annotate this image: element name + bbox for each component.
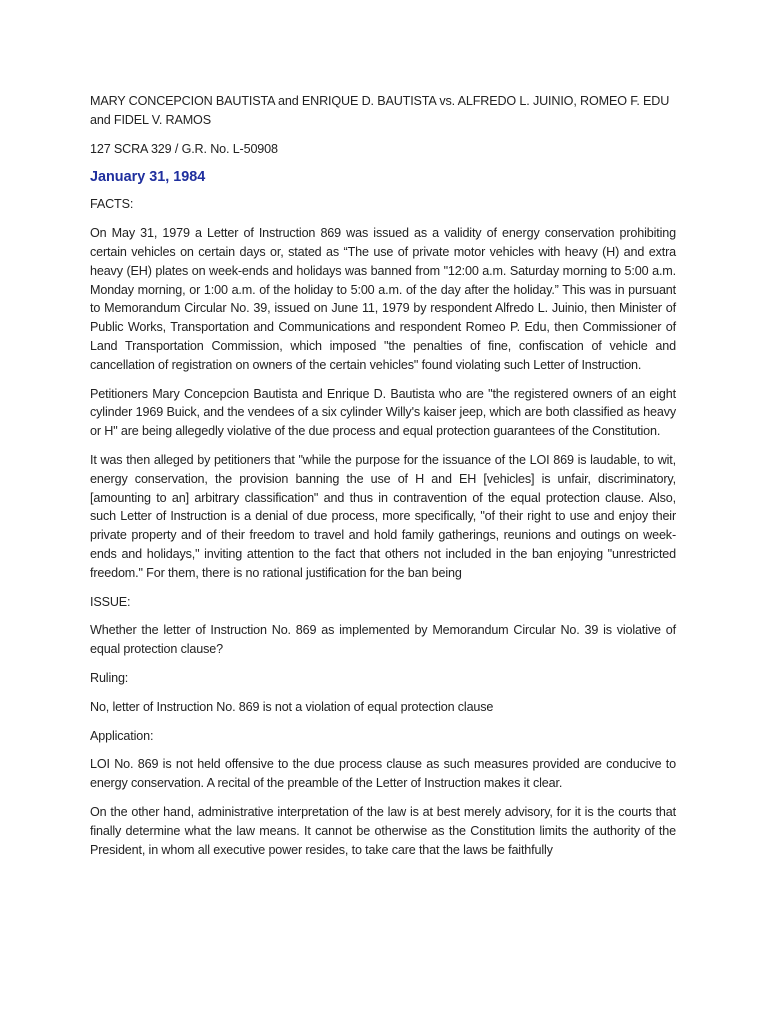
ruling-heading: Ruling: <box>90 670 129 685</box>
decision-date: January 31, 1984 <box>90 169 206 186</box>
ruling-text: No, letter of Instruction No. 869 is not a violation of equal protection clause <box>90 699 494 714</box>
facts-paragraph: It was then alleged by petitioners that "while the purpose for the issuance of the LOI 869 is laudable, to wit, energy conservation, the provision banning the use of H and EH [vehicles] is unfair, discriminatory, [amounting to an] arbitrary classification" and thus in contravention of the equal protection clause. Also, such Letter of Instruction is a denial of due process, more specifically, "of their right to use and enjoy their private property and of their freedom to travel and hold family gatherings, reunions and outings on week-ends and holidays," inviting attention to the fact that others not included in the ban enjoying "unrestricted freedom." For them, there is no rational justification for the ban being <box>90 452 676 580</box>
issue-text: Whether the letter of Instruction No. 869 as implemented by Memorandum Circular No. 39 is violative of equal protection clause? <box>90 623 676 657</box>
document-page <box>90 92 676 869</box>
application-paragraph: LOI No. 869 is not held offensive to the due process clause as such measures provided are conducive to energy conservation. A recital of the preamble of the Letter of Instruction makes it clear. <box>90 757 676 791</box>
facts-heading: FACTS: <box>90 197 134 212</box>
case-citation: 127 SCRA 329 / G.R. No. L-50908 <box>90 141 278 156</box>
issue-heading: ISSUE: <box>90 594 131 609</box>
case-title: MARY CONCEPCION BAUTISTA and ENRIQUE D. BAUTISTA vs. ALFREDO L. JUINIO, ROMEO F. EDU and FIDEL V. RAMOS <box>90 94 670 127</box>
facts-paragraph: On May 31, 1979 a Letter of Instruction 869 was issued as a validity of energy conservation prohibiting certain vehicles on certain days or, stated as “The use of private motor vehicles with heavy (H) and extra heavy (EH) plates on week-ends and holidays was banned from "12:00 a.m. Saturday morning to 5:00 a.m. Monday morning, or 1:00 a.m. of the holiday to 5:00 a.m. of the day after the holiday.” This was in pursuant to Memorandum Circular No. 39, issued on June 11, 1979 by respondent Alfredo L. Juinio, then Minister of Public Works, Transportation and Communications and respondent Romeo P. Edu, then Commissioner of Land Transportation Commission, which imposed "the penalties of fine, confiscation of vehicle and cancellation of registration on owners of the certain vehicles" found violating such Letter of Instruction. <box>90 226 676 372</box>
application-paragraph: On the other hand, administrative interpretation of the law is at best merely advisory, for it is the courts that finally determine what the law means. It cannot be otherwise as the Constitution limits the authority of the President, in whom all executive power resides, to take care that the laws be faithfully <box>90 804 676 857</box>
facts-paragraph: Petitioners Mary Concepcion Bautista and Enrique D. Bautista who are "the registered owners of an eight cylinder 1969 Buick, and the vendees of a six cylinder Willy's kaiser jeep, which are both classified as heavy or H" are being allegedly violative of the due process and equal protection guarantees of the Constitution. <box>90 386 676 439</box>
application-heading: Application: <box>90 728 154 743</box>
